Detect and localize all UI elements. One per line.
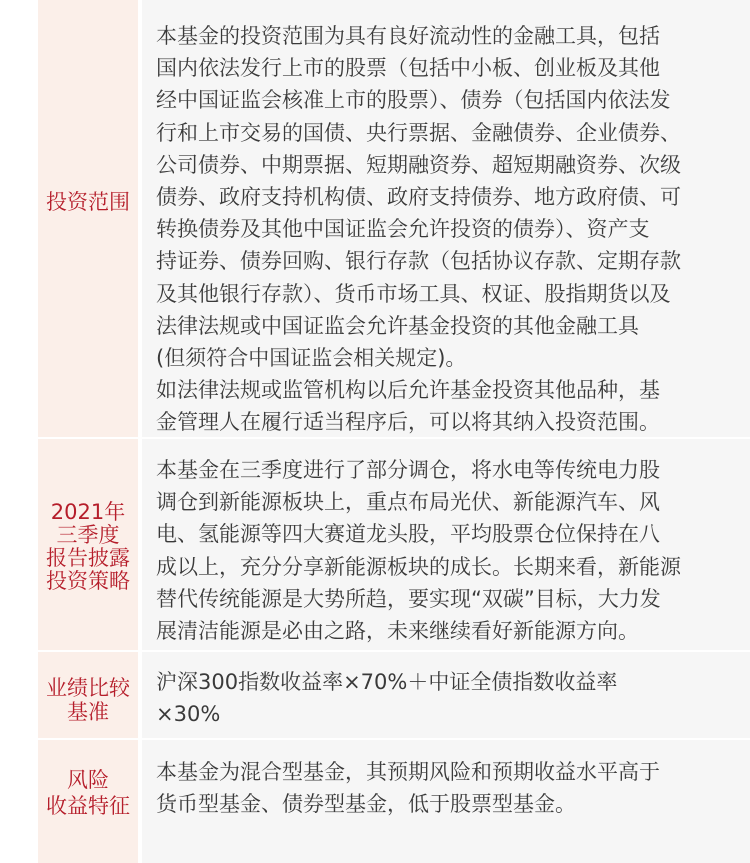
row-label: 2021年 三季度 报告披露 投资策略 [46,499,130,593]
table-row-benchmark [0,652,750,738]
row-label: 投资范围 [46,190,130,214]
row-label: 风险 收益特征 [46,768,130,818]
row-label: 业绩比较 基准 [46,676,130,724]
row-content: 本基金在三季度进行了部分调仓，将水电等传统电力股 调仓到新能源板块上，重点布局光伏、新能源汽车、风 电、氢能源等四大赛道龙头股，平均股票仓位保持在八 成以上，充分分享新能源板块的成长。长期来看，新能源 替代传统能源是大势所趋，要实现“双碳”目标，大力发 展清洁能源是必由之路，未来继续看好新能源方向。 [156,458,681,644]
row-content-cell [142,0,750,437]
row-content-cell [142,740,750,863]
row-label-cell [38,0,138,437]
row-label-cell [38,652,138,738]
row-label-cell [38,439,138,650]
row-content: 本基金为混合型基金，其预期风险和预期收益水平高于 货币型基金、债券型基金，低于股票型基金。 [156,760,660,817]
table-row-investment-strategy [0,439,750,650]
row-content: 沪深300指数收益率×70%＋中证全债指数收益率 ×30% [156,670,618,727]
row-content-cell [142,652,750,738]
row-label-cell [38,740,138,863]
row-content: 本基金的投资范围为具有良好流动性的金融工具，包括 国内依法发行上市的股票（包括中小板、创业板及其他 经中国证监会核准上市的股票）、债券（包括国内依法发 行和上市交易的国债、央行票据、金融债券、企业债券、 公司债券、中期票据、短期融资券、超短期融资券、次级 债券、政府支持机构债、政府支持债券、地方政府债、可 转换债券及其他中国证监会允许投资的债券）、资产支 持证券、债券回购、银行存款（包括协议存款、定期存款 及其他银行存款）、货币市场工具、权证、股指期货以及 法律法规或中国证监会允许基金投资的其他金融工具 (但须符合中国证监会相关规定)。 如法律法规或监管机构以后允许基金投资其他品种，基 金管理人在履行适当程序后，可以将其纳入投资范围。 [156,24,681,435]
table-row-risk-return [0,740,750,863]
row-content-cell [142,439,750,650]
